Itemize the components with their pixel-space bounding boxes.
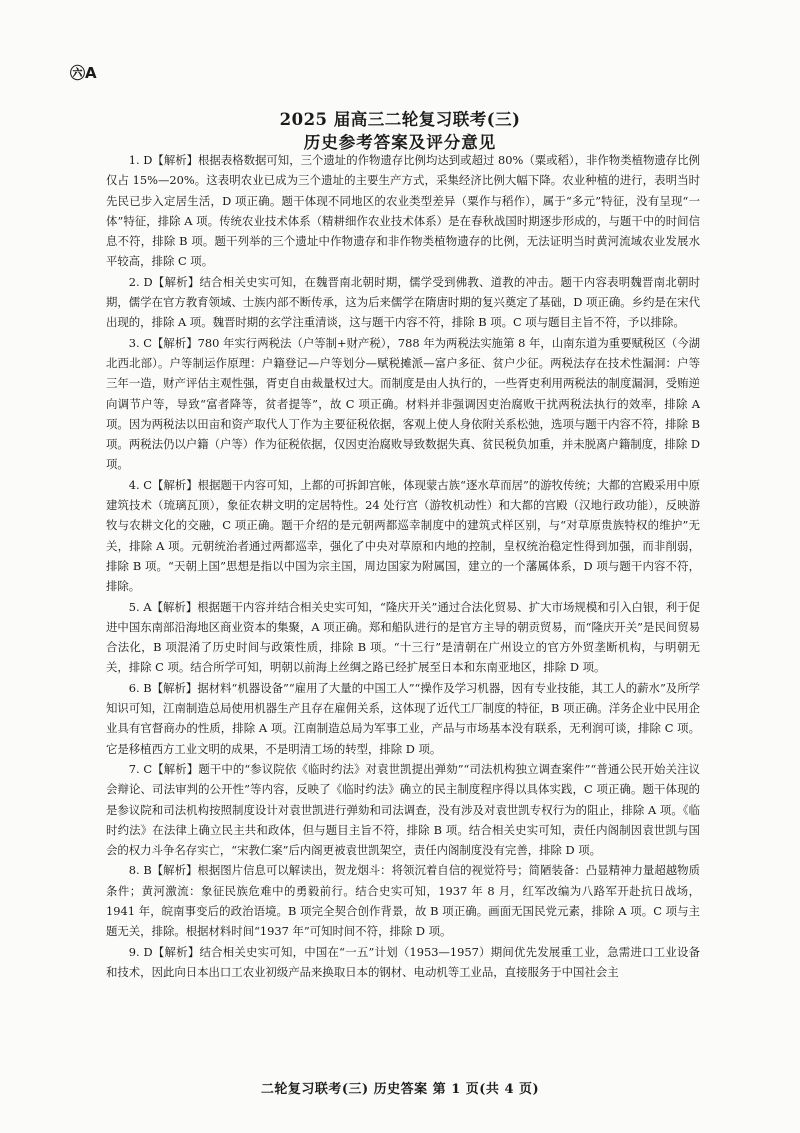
- answer-6: 6. B【解析】据材料“机器设备”“雇用了大量的中国工人”“操作及学习机器，因有专业技能，其工人的薪水”及所学知识可知，江南制造总局使用机器生产且存在雇佣关系，这体现了近代工厂制度的特征，B 项正确。洋务企业中民用企业具有官督商办的性质，排除 A 项。江南制造总局为军事工业，产品与市场基本没有联系，无利润可谈，排除 C 项。它是移植西方工业文明的成果，不是明清工场的转型，排除 D 项。: [106, 680, 700, 756]
- answer-1: 1. D【解析】根据表格数据可知，三个遗址的作物遗存比例均达到或超过 80%（粟或稻），非作物类植物遗存比例仅占 15%—20%。这表明农业已成为三个遗址的主要生产方式，采集经济比例大幅下降。农业种植的进行，表明当时先民已步入定居生活，D 项正确。题干体现不同地区的农业类型差异（粟作与稻作），属于“多元”特征，没有呈现“一体”特征，排除 A 项。传统农业技术体系（精耕细作农业技术体系）是在春秋战国时期逐步形成的，与题干中的时间信息不符，排除 B 项。题干列举的三个遗址中作物遗存和非作物类植物遗存的比例，无法证明当时黄河流域农业发展水平较高，排除 C 项。: [106, 153, 700, 269]
- exam-title: 2025 届高三二轮复习联考(三): [279, 110, 521, 129]
- answer-8: 8. B【解析】根据图片信息可以解读出，贺龙烟斗：将领沉着自信的视觉符号；简陋装备：凸显精神力量超越物质条件；黄河激流：象征民族危难中的勇毅前行。结合史实可知，1937 年 8 月，红军改编为八路军开赴抗日战场，1941 年，皖南事变后的政治语境。B 项完全契合创作背景，故 B 项正确。画面无国民党元素，排除 A 项。C 项与主题无关，排除。根据材料时间“1937 年”可知时间不符，排除 D 项。: [106, 863, 700, 939]
- answer-4: 4. C【解析】根据题干内容可知，上都的可拆卸宫帐，体现蒙古族“逐水草而居”的游牧传统；大都的宫殿采用中原建筑技术（琉璃瓦顶），象征农耕文明的定居特性。24 处行宫（游牧机动性）和大都的宫殿（汉地行政功能），反映游牧与农耕文化的交融，C 项正确。题干介绍的是元朝两都巡幸制度中的建筑式样区别，与“对草原贵族特权的维护”无关，排除 A 项。元朝统治者通过两都巡幸，强化了中央对草原和内地的控制，皇权统治稳定性得到加强，而非削弱，排除 B 项。“天朝上国”思想是指以中国为宗主国，周边国家为附属国，建立的一个藩属体系，D 项与题干内容不符，排除。: [106, 477, 700, 594]
- answers-body: [106, 150, 700, 982]
- corner-mark: ㊅A: [70, 64, 97, 82]
- answer-3: 3. C【解析】780 年实行两税法（户等制+财产税），788 年为两税法实施第 8 年，山南东道为重要赋税区（今湖北西北部）。户等制运作原理：户籍登记—户等划分—赋税摊派—富户多征、贫户少征。两税法存在技术性漏洞：户等三年一造，财产评估主观性强，胥吏自由裁量权过大。而制度是由人执行的，一些胥吏利用两税法的制度漏洞，受贿逆向调节户等，导致“富者降等，贫者提等”，故 C 项正确。材料并非强调因吏治腐败干扰两税法执行的效率，排除 A 项。因为两税法以田亩和资产取代人丁作为主要征税依据，客观上使人身依附关系松弛，选项与题干内容不符，排除 B 项。两税法仍以户籍（户等）作为征税依据，仅因吏治腐败导致数据失真、贫民税负加重，并未脱离户籍制度，排除 D 项。: [106, 335, 700, 472]
- answer-9: 9. D【解析】结合相关史实可知，中国在“一五”计划（1953—1957）期间优先发展重工业，急需进口工业设备和技术，因此向日本出口工农业初级产品来换取日本的钢材、电动机等工业品，直接服务于中国社会主: [106, 944, 700, 979]
- page-footer: 二轮复习联考(三) 历史答案 第 1 页(共 4 页): [260, 1082, 540, 1097]
- answer-2: 2. D【解析】结合相关史实可知，在魏晋南北朝时期，儒学受到佛教、道教的冲击。题干内容表明魏晋南北朝时期，儒学在官方教育领域、士族内部不断传承，这为后来儒学在隋唐时期的复兴奠定了基础，D 项正确。乡约是在宋代出现的，排除 A 项。魏晋时期的玄学注重清谈，这与题干内容不符，排除 B 项。C 项与题目主旨不符，予以排除。: [106, 274, 700, 330]
- answer-7: 7. C【解析】题干中的“参议院依《临时约法》对袁世凯提出弹劾”“司法机构独立调查案件”“普通公民开始关注议会辩论、司法审判的公开性”等内容，反映了《临时约法》确立的民主制度程序得以具体实践，C 项正确。题干体现的是参议院和司法机构按照制度设计对袁世凯进行弹劾和司法调查，没有涉及对袁世凯专权行为的阻止，排除 A 项。《临时约法》在法律上确立民主共和政体，但与题目主旨不符，排除 B 项。结合相关史实可知，责任内阁制因袁世凯与国会的权力斗争名存实亡，“宋教仁案”后内阁更被袁世凯架空，责任内阁制度没有完善，排除 D 项。: [106, 761, 700, 858]
- document-subtitle: 历史参考答案及评分意见: [303, 133, 497, 152]
- answer-5: 5. A【解析】根据题干内容并结合相关史实可知，“隆庆开关”通过合法化贸易、扩大市场规模和引入白银，利于促进中国东南部沿海地区商业资本的集聚，A 项正确。郑和船队进行的是官方主导的朝贡贸易，而“隆庆开关”是民间贸易合法化，B 项混淆了历史时间与政策性质，排除 B 项。“十三行”是清朝在广州设立的官方外贸垄断机构，与明朝无关，排除 C 项。结合所学可知，明朝以前海上丝绸之路已经扩展至日本和东南亚地区，排除 D 项。: [106, 599, 700, 675]
